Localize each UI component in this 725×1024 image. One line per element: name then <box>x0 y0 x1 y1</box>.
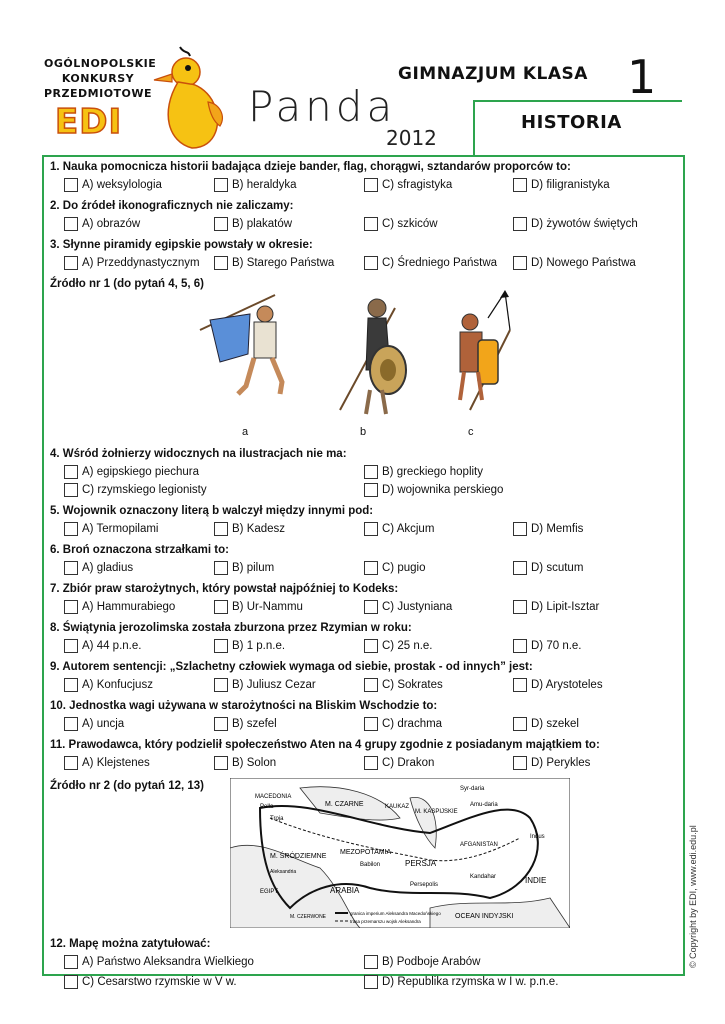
answer-option[interactable] <box>364 463 483 481</box>
option-label: A) obrazów <box>82 218 141 230</box>
option-label: C) Średniego Państwa <box>382 257 498 269</box>
question-text: 3. Słynne piramidy egipskie powstały w okresie: <box>50 239 313 251</box>
answer-option[interactable] <box>64 215 140 233</box>
answer-checkbox[interactable] <box>214 561 228 575</box>
answer-option[interactable] <box>214 176 297 194</box>
map-label: Syr-daria <box>460 786 485 792</box>
copyright-text: © Copyright by EDI, www.edi.edu.pl <box>688 825 698 968</box>
answer-checkbox[interactable] <box>364 465 378 479</box>
option-label: A) uncja <box>82 718 125 730</box>
answer-checkbox[interactable] <box>364 955 378 969</box>
answer-checkbox[interactable] <box>513 678 527 692</box>
answer-option[interactable] <box>64 973 237 991</box>
map-label: M. CZERWONE <box>290 914 327 920</box>
option-label: A) weksylologia <box>82 179 162 191</box>
answer-checkbox[interactable] <box>214 678 228 692</box>
map-legend-item: trasa przemarszu wojsk Aleksandra <box>350 919 421 924</box>
source-title: Źródło nr 2 (do pytań 12, 13) <box>50 780 204 792</box>
option-label: C) szkiców <box>382 218 438 230</box>
answer-option[interactable] <box>64 637 141 655</box>
option-label: C) Justyniana <box>382 601 453 613</box>
answer-checkbox[interactable] <box>214 639 228 653</box>
answer-checkbox[interactable] <box>64 256 78 270</box>
option-label: D) Perykles <box>531 757 591 769</box>
option-label: D) Republika rzymska w I w. p.n.e. <box>382 976 559 988</box>
option-label: B) pilum <box>232 562 275 574</box>
answer-row <box>50 463 675 483</box>
answer-option[interactable] <box>364 953 480 971</box>
soldiers-illustration <box>50 290 675 426</box>
option-label: C) drachma <box>382 718 443 730</box>
option-label: B) Podboje Arabów <box>382 956 481 968</box>
answer-option[interactable] <box>513 598 599 616</box>
question-list <box>50 503 675 774</box>
map-label: OCEAN INDYJSKI <box>455 913 514 920</box>
answer-option[interactable] <box>364 559 425 577</box>
answer-option[interactable] <box>214 559 274 577</box>
answer-checkbox[interactable] <box>364 178 378 192</box>
question-text: 8. Świątynia jerozolimska została zburzona przez Rzymian w roku: <box>50 622 412 634</box>
question-text: 7. Zbiór praw starożytnych, który powstał najpóźniej to Kodeks: <box>50 583 399 595</box>
question-text: 10. Jednostka wagi używana w starożytności na Bliskim Wschodzie to: <box>50 700 438 712</box>
school-level: GIMNAZJUM KLASA <box>398 64 588 84</box>
answer-option[interactable] <box>364 973 558 991</box>
answer-checkbox[interactable] <box>513 217 527 231</box>
answer-row <box>50 715 675 735</box>
option-label: D) Memfis <box>531 523 584 535</box>
answer-checkbox[interactable] <box>64 639 78 653</box>
question-text: 5. Wojownik oznaczony literą b walczył między innymi pod: <box>50 505 374 517</box>
option-label: C) pugio <box>382 562 426 574</box>
duck-mascot-icon <box>150 42 230 152</box>
map-label: MEZOPOTAMIA <box>340 849 392 856</box>
option-label: B) Ur-Nammu <box>232 601 303 613</box>
option-label: D) Arystoteles <box>531 679 603 691</box>
answer-checkbox[interactable] <box>64 178 78 192</box>
answer-option[interactable] <box>214 598 303 616</box>
answer-option[interactable] <box>64 176 162 194</box>
answer-checkbox[interactable] <box>513 256 527 270</box>
map-label: Persepolis <box>410 882 439 888</box>
map-label: Kandahar <box>470 874 497 880</box>
answer-row <box>50 481 675 501</box>
answer-checkbox[interactable] <box>364 600 378 614</box>
answer-option[interactable] <box>214 520 285 538</box>
contest-year: 2012 <box>386 126 437 150</box>
answer-option[interactable] <box>364 754 434 772</box>
answer-option[interactable] <box>64 559 133 577</box>
map-label: KAUKAZ <box>385 804 410 810</box>
map-label: M. KASPIJSKIE <box>415 809 458 815</box>
answer-option[interactable] <box>64 463 199 481</box>
answer-option[interactable] <box>364 176 452 194</box>
answer-option[interactable] <box>214 754 276 772</box>
answer-row <box>50 559 675 579</box>
map-label: Aleksandria <box>270 869 297 875</box>
option-label: D) 70 n.e. <box>531 640 582 652</box>
test-content <box>50 157 675 993</box>
answer-row <box>50 754 675 774</box>
map-label: M. CZARNE <box>325 801 364 808</box>
answer-option[interactable] <box>513 559 583 577</box>
option-label: C) Akcjum <box>382 523 435 535</box>
question-text: 12. Mapę można zatytułować: <box>50 938 211 950</box>
option-label: B) heraldyka <box>232 179 297 191</box>
answer-option[interactable] <box>513 676 603 694</box>
answer-checkbox[interactable] <box>64 483 78 497</box>
source2-block <box>50 778 675 930</box>
map-label: EGIPT <box>260 889 279 895</box>
answer-option[interactable] <box>364 598 452 616</box>
answer-option[interactable] <box>364 676 443 694</box>
answer-option[interactable] <box>513 715 579 733</box>
label-c: c <box>468 426 474 438</box>
answer-checkbox[interactable] <box>64 465 78 479</box>
soldier-a-icon <box>200 295 282 394</box>
answer-option[interactable] <box>64 481 207 499</box>
option-label: B) greckiego hoplity <box>382 466 483 478</box>
answer-checkbox[interactable] <box>214 256 228 270</box>
option-label: B) Juliusz Cezar <box>232 679 316 691</box>
answer-checkbox[interactable] <box>364 483 378 497</box>
soldiers-image <box>50 290 675 426</box>
answer-checkbox[interactable] <box>513 756 527 770</box>
answer-checkbox[interactable] <box>64 678 78 692</box>
answer-checkbox[interactable] <box>64 955 78 969</box>
map-label: Indus <box>530 834 545 840</box>
label-a: a <box>242 426 249 438</box>
option-label: A) gladius <box>82 562 134 574</box>
map-label: PERSJA <box>405 859 437 868</box>
answer-checkbox[interactable] <box>364 256 378 270</box>
option-label: A) Państwo Aleksandra Wielkiego <box>82 956 254 968</box>
answer-row <box>50 637 675 657</box>
answer-option[interactable] <box>214 637 285 655</box>
answer-option[interactable] <box>513 754 590 772</box>
answer-checkbox[interactable] <box>214 522 228 536</box>
answer-option[interactable] <box>364 254 497 272</box>
answer-option[interactable] <box>64 520 158 538</box>
answer-option[interactable] <box>364 637 433 655</box>
answer-option[interactable] <box>513 176 610 194</box>
answer-option[interactable] <box>364 520 434 538</box>
frame-line <box>473 100 682 102</box>
answer-checkbox[interactable] <box>214 600 228 614</box>
option-label: C) Drakon <box>382 757 435 769</box>
answer-checkbox[interactable] <box>364 217 378 231</box>
option-label: D) scutum <box>531 562 584 574</box>
answer-checkbox[interactable] <box>64 561 78 575</box>
option-label: A) Termopilami <box>82 523 159 535</box>
map-label: ARABIA <box>330 886 360 895</box>
answer-option[interactable] <box>513 520 583 538</box>
edi-logo: EDI <box>55 102 123 142</box>
answer-checkbox[interactable] <box>364 639 378 653</box>
answer-checkbox[interactable] <box>513 561 527 575</box>
answer-checkbox[interactable] <box>64 522 78 536</box>
page-header <box>0 0 725 160</box>
option-label: A) egipskiego piechura <box>82 466 199 478</box>
answer-option[interactable] <box>364 715 442 733</box>
answer-checkbox[interactable] <box>513 717 527 731</box>
question-text: 9. Autorem sentencji: „Szlachetny człowiek wymaga od siebie, prostak - od innych” jest: <box>50 661 533 673</box>
answer-row <box>50 254 675 274</box>
option-label: C) Sokrates <box>382 679 443 691</box>
option-label: A) Hammurabiego <box>82 601 176 613</box>
option-label: B) Starego Państwa <box>232 257 335 269</box>
answer-row <box>50 598 675 618</box>
answer-checkbox[interactable] <box>364 717 378 731</box>
question-text: 1. Nauka pomocnicza historii badająca dzieje bander, flag, chorągwi, sztandarów proporców to: <box>50 161 571 173</box>
option-label: D) filigranistyka <box>531 179 610 191</box>
answer-row <box>50 215 675 235</box>
answer-option[interactable] <box>64 953 254 971</box>
answer-checkbox[interactable] <box>364 561 378 575</box>
answer-option[interactable] <box>513 254 636 272</box>
option-label: B) plakatów <box>232 218 293 230</box>
option-label: A) 44 p.n.e. <box>82 640 142 652</box>
class-number: 1 <box>627 50 657 104</box>
option-label: D) szekel <box>531 718 579 730</box>
answer-option[interactable] <box>364 215 438 233</box>
map-label: AFGANISTAN <box>460 842 498 848</box>
option-label: B) Kadesz <box>232 523 286 535</box>
answer-row <box>50 973 675 993</box>
label-b: b <box>360 426 367 438</box>
answer-checkbox[interactable] <box>513 522 527 536</box>
option-label: A) Konfucjusz <box>82 679 153 691</box>
map-label: Amu-daria <box>470 802 498 808</box>
answer-checkbox[interactable] <box>513 178 527 192</box>
answer-option[interactable] <box>214 215 292 233</box>
map-label: INDIE <box>525 876 547 885</box>
answer-row <box>50 176 675 196</box>
answer-checkbox[interactable] <box>64 600 78 614</box>
question-text: 11. Prawodawca, który podzielił społeczeństwo Aten na 4 grupy zgodnie z posiadanym majątkiem to: <box>50 739 600 751</box>
answer-option[interactable] <box>64 754 150 772</box>
answer-checkbox[interactable] <box>364 975 378 989</box>
source-title: Źródło nr 1 (do pytań 4, 5, 6) <box>50 278 204 290</box>
option-label: C) 25 n.e. <box>382 640 433 652</box>
option-label: B) Solon <box>232 757 277 769</box>
answer-checkbox[interactable] <box>364 678 378 692</box>
answer-checkbox[interactable] <box>64 217 78 231</box>
map-label: M. ŚRÓDZIEMNE <box>270 853 327 860</box>
question-text: 6. Broń oznaczona strzałkami to: <box>50 544 229 556</box>
subject-title: HISTORIA <box>521 112 622 133</box>
answer-option[interactable] <box>214 254 334 272</box>
answer-checkbox[interactable] <box>214 178 228 192</box>
organizer-text <box>44 56 157 101</box>
alexander-map <box>230 778 570 928</box>
answer-row <box>50 953 675 973</box>
contest-title: Panda <box>248 82 397 131</box>
illustration-labels <box>50 426 675 440</box>
answer-checkbox[interactable] <box>364 522 378 536</box>
org-line: KONKURSY <box>61 72 135 85</box>
option-label: D) żywotów świętych <box>531 218 638 230</box>
answer-checkbox[interactable] <box>64 756 78 770</box>
option-label: C) sfragistyka <box>382 179 453 191</box>
answer-row <box>50 676 675 696</box>
option-label: B) szefel <box>232 718 277 730</box>
answer-checkbox[interactable] <box>513 600 527 614</box>
answer-option[interactable] <box>64 598 175 616</box>
option-label: D) Lipit-Isztar <box>531 601 600 613</box>
answer-checkbox[interactable] <box>513 639 527 653</box>
answer-checkbox[interactable] <box>64 975 78 989</box>
option-label: C) Cesarstwo rzymskie w V w. <box>82 976 237 988</box>
answer-option[interactable] <box>364 481 503 499</box>
frame-line <box>473 100 475 155</box>
option-label: A) Przeddynastycznym <box>82 257 200 269</box>
map-label: Troja <box>270 816 284 822</box>
soldier-b-icon <box>340 299 406 414</box>
option-label: A) Klejstenes <box>82 757 150 769</box>
answer-option[interactable] <box>64 715 124 733</box>
answer-checkbox[interactable] <box>214 756 228 770</box>
soldier-c-icon <box>460 290 510 410</box>
map-legend-item: granica imperium Aleksandra Macedońskiego <box>350 911 441 916</box>
option-label: D) Nowego Państwa <box>531 257 636 269</box>
org-line: PRZEDMIOTOWE <box>44 87 153 100</box>
option-label: C) rzymskiego legionisty <box>82 484 207 496</box>
option-label: D) wojownika perskiego <box>382 484 504 496</box>
answer-option[interactable] <box>513 637 582 655</box>
question-text: 2. Do źródeł ikonograficznych nie zaliczamy: <box>50 200 294 212</box>
answer-option[interactable] <box>214 715 277 733</box>
option-label: B) 1 p.n.e. <box>232 640 286 652</box>
answer-option[interactable] <box>64 676 153 694</box>
map-label: Pella <box>260 804 274 810</box>
answer-option[interactable] <box>513 215 638 233</box>
question-text: 4. Wśród żołnierzy widocznych na ilustracjach nie ma: <box>50 448 347 460</box>
map-label: MACEDONIA <box>255 794 292 800</box>
org-line: OGÓLNOPOLSKIE <box>44 57 157 70</box>
answer-checkbox[interactable] <box>214 217 228 231</box>
answer-option[interactable] <box>214 676 316 694</box>
answer-row <box>50 520 675 540</box>
map-label: Babilon <box>360 862 381 868</box>
answer-checkbox[interactable] <box>214 717 228 731</box>
answer-checkbox[interactable] <box>64 717 78 731</box>
answer-checkbox[interactable] <box>364 756 378 770</box>
answer-option[interactable] <box>64 254 200 272</box>
